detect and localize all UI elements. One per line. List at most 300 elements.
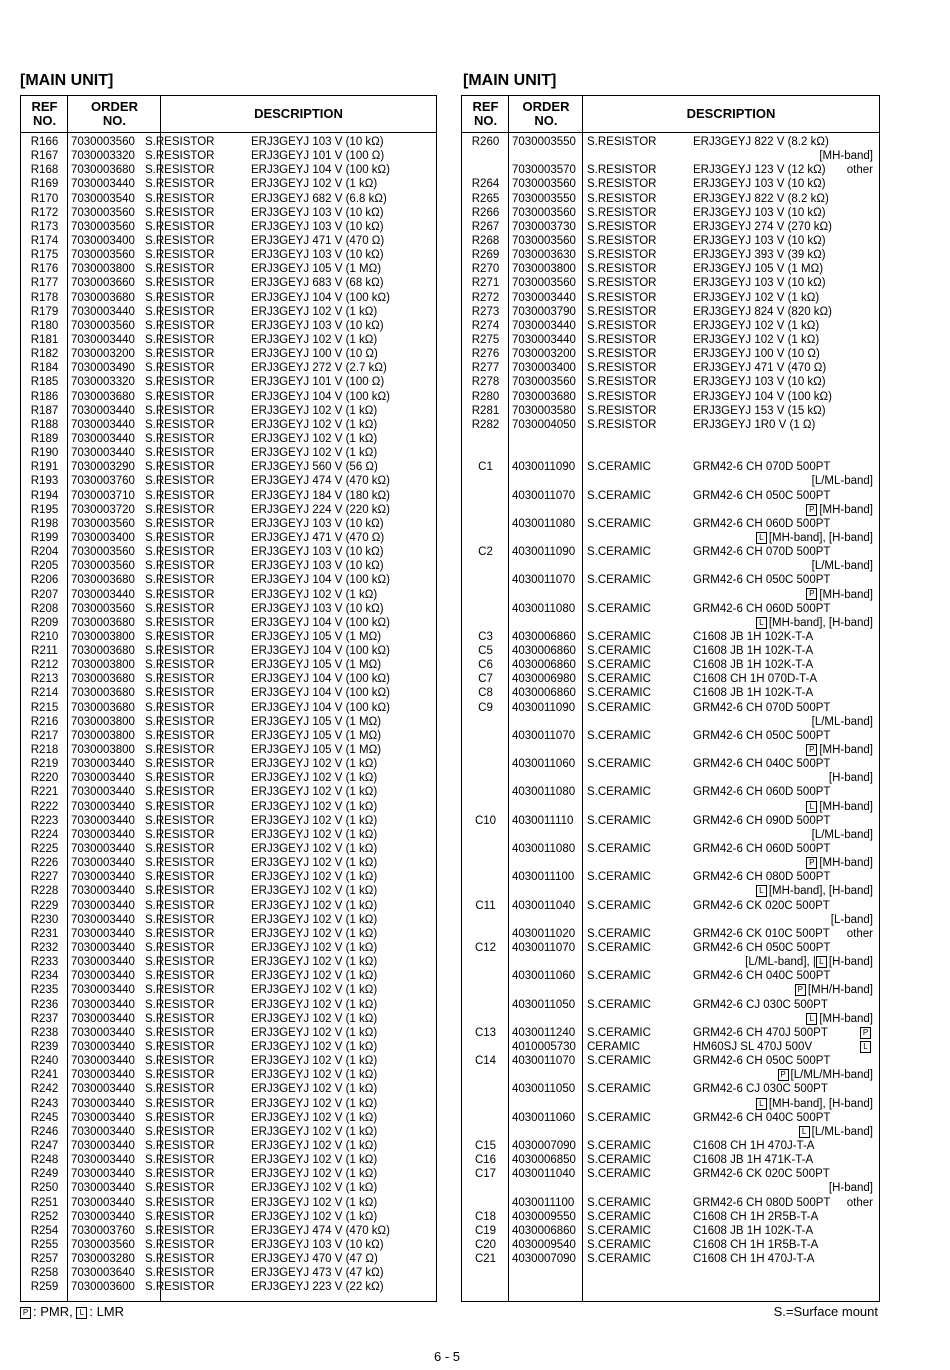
part-type: S.RESISTOR	[587, 178, 657, 191]
part-description: ERJ3GEYJ 105 V (1 MΩ)	[251, 729, 382, 742]
ref-no: R213	[30, 673, 59, 686]
table-row	[462, 913, 879, 927]
table-row	[462, 503, 879, 517]
order-no: 7030003440	[71, 871, 135, 884]
part-type: S.RESISTOR	[587, 333, 657, 346]
part-description: ERJ3GEYJ 104 V (100 kΩ)	[251, 574, 390, 587]
table-row	[462, 1181, 879, 1195]
part-description: ERJ3GEYJ 105 V (1 MΩ)	[251, 630, 382, 643]
legend-pmr-text: : PMR,	[33, 1304, 77, 1319]
order-no: 7030003560	[71, 206, 135, 219]
ref-no: C10	[474, 814, 497, 827]
order-no: 7030003440	[71, 942, 135, 955]
order-no: 7030003550	[512, 192, 576, 205]
order-no: 7030004050	[512, 418, 576, 431]
part-type: S.RESISTOR	[587, 263, 657, 276]
pmr-box-icon: P	[860, 1027, 871, 1039]
part-description: ERJ3GEYJ 102 V (1 kΩ)	[251, 1182, 378, 1195]
part-type: S.RESISTOR	[145, 843, 215, 856]
order-no: 4030011060	[512, 758, 576, 771]
part-description: ERJ3GEYJ 474 V (470 kΩ)	[251, 1224, 390, 1237]
part-description: GRM42-6 CJ 030C 500PT	[693, 1083, 828, 1096]
band-note	[806, 1012, 873, 1026]
ref-no: R227	[30, 871, 59, 884]
part-type: S.RESISTOR	[145, 319, 215, 332]
part-description: ERJ3GEYJ 102 V (1 kΩ)	[251, 305, 378, 318]
ref-no: R220	[30, 772, 59, 785]
order-no: 7030003440	[71, 404, 135, 417]
band-note-text: [L/ML-band]	[811, 715, 873, 728]
table-row	[462, 927, 879, 941]
part-type: S.RESISTOR	[145, 503, 215, 516]
band-note	[806, 743, 873, 757]
order-no-header: ORDER NO.	[522, 99, 570, 128]
ref-no: R182	[30, 348, 59, 361]
part-type: S.RESISTOR	[587, 418, 657, 431]
table-row	[21, 969, 436, 983]
table-row	[21, 220, 436, 234]
order-no: 4030011020	[512, 927, 576, 940]
table-row	[462, 658, 879, 672]
part-type: S.CERAMIC	[587, 871, 651, 884]
part-type: S.RESISTOR	[145, 362, 215, 375]
table-row	[21, 503, 436, 517]
part-type: S.RESISTOR	[145, 234, 215, 247]
order-no: 4030011080	[512, 843, 576, 856]
table-row	[462, 1026, 879, 1040]
pmr-box-icon: P	[778, 1069, 789, 1081]
table-row	[21, 347, 436, 361]
ref-no: R219	[30, 758, 59, 771]
part-type: S.RESISTOR	[145, 942, 215, 955]
ref-no: R264	[471, 178, 500, 191]
band-note-text: [L-band]	[830, 913, 873, 926]
part-type: S.RESISTOR	[145, 305, 215, 318]
part-description: C1608 JB 1H 102K-T-A	[693, 645, 814, 658]
part-description: GRM42-6 CH 050C 500PT	[693, 729, 831, 742]
order-no: 7030003680	[71, 645, 135, 658]
ref-no: R228	[30, 885, 59, 898]
ref-no: R268	[471, 234, 500, 247]
ref-no: R195	[30, 503, 59, 516]
table-row	[462, 559, 879, 573]
part-type: S.RESISTOR	[145, 1125, 215, 1138]
ref-no: R188	[30, 418, 59, 431]
order-no: 4030006860	[512, 1224, 576, 1237]
part-description: ERJ3GEYJ 822 V (8.2 kΩ)	[693, 136, 829, 148]
ref-no: R277	[471, 362, 500, 375]
table-row	[462, 1210, 879, 1224]
ref-no: R249	[30, 1168, 59, 1181]
ref-no: C14	[474, 1055, 497, 1068]
band-note	[860, 1040, 873, 1054]
order-no: 7030003440	[71, 1125, 135, 1138]
table-row	[21, 1054, 436, 1068]
order-no: 4030009550	[512, 1210, 576, 1223]
table-row	[21, 361, 436, 375]
part-description: ERJ3GEYJ 102 V (1 kΩ)	[251, 1097, 378, 1110]
table-row	[21, 785, 436, 799]
band-note	[829, 771, 873, 785]
legend	[20, 1304, 124, 1319]
part-type: S.RESISTOR	[145, 645, 215, 658]
order-no: 7030003320	[71, 376, 135, 389]
part-description: GRM42-6 CH 470J 500PT	[693, 1026, 828, 1039]
ref-no: R230	[30, 913, 59, 926]
order-no: 7030003570	[512, 164, 576, 177]
ref-no: R231	[30, 927, 59, 940]
lmr-box-icon: L	[756, 885, 767, 897]
part-type: S.RESISTOR	[145, 772, 215, 785]
ref-no: C5	[478, 645, 493, 658]
part-type: S.RESISTOR	[145, 1097, 215, 1110]
order-no: 7030003560	[71, 546, 135, 559]
ref-no: C13	[474, 1026, 497, 1039]
table-row	[21, 1252, 436, 1266]
order-no: 4030011060	[512, 970, 576, 983]
band-note-text: [MH-band]	[819, 150, 873, 163]
ref-no: R191	[30, 461, 59, 474]
table-row	[21, 404, 436, 418]
table-row	[462, 1238, 879, 1252]
part-type: S.RESISTOR	[145, 376, 215, 389]
part-type: S.RESISTOR	[145, 1267, 215, 1280]
part-type: S.RESISTOR	[587, 291, 657, 304]
order-no: 7030003440	[71, 885, 135, 898]
order-no: 7030003440	[71, 588, 135, 601]
order-no: 7030003600	[71, 1281, 135, 1294]
part-description: ERJ3GEYJ 473 V (47 kΩ)	[251, 1267, 384, 1280]
order-no: 7030003560	[71, 602, 135, 615]
table-row	[21, 390, 436, 404]
ref-no: C11	[475, 899, 496, 912]
part-description: ERJ3GEYJ 223 V (22 kΩ)	[251, 1281, 384, 1294]
part-description: ERJ3GEYJ 100 V (10 Ω)	[251, 348, 378, 361]
table-row	[21, 884, 436, 898]
ref-no: R207	[30, 588, 59, 601]
part-type: S.RESISTOR	[145, 249, 215, 262]
part-description: ERJ3GEYJ 103 V (10 kΩ)	[251, 602, 384, 615]
order-no: 4030011240	[512, 1026, 576, 1039]
part-description: GRM42-6 CK 020C 500PT	[693, 1168, 830, 1181]
part-description: ERJ3GEYJ 102 V (1 kΩ)	[251, 871, 378, 884]
ref-no: R250	[30, 1182, 59, 1195]
table-row	[462, 432, 879, 446]
order-no: 7030003440	[512, 319, 576, 332]
table-row	[21, 1012, 436, 1026]
ref-no: R232	[30, 942, 59, 955]
order-no: 7030003560	[512, 277, 576, 290]
ref-no: R272	[471, 291, 500, 304]
part-description: ERJ3GEYJ 102 V (1 kΩ)	[251, 1026, 378, 1039]
ref-no: C18	[474, 1210, 497, 1223]
part-type: S.CERAMIC	[587, 630, 651, 643]
pmr-box-icon: P	[795, 984, 806, 996]
part-type: S.RESISTOR	[587, 362, 657, 375]
band-note-text: [L/ML-band]	[811, 1125, 873, 1138]
part-description: ERJ3GEYJ 102 V (1 kΩ)	[251, 1139, 378, 1152]
part-type: S.RESISTOR	[145, 913, 215, 926]
part-type: S.RESISTOR	[145, 800, 215, 813]
order-no: 4030011080	[512, 517, 576, 530]
table-row	[21, 276, 436, 290]
table-row	[462, 616, 879, 630]
ref-no: R169	[30, 178, 59, 191]
ref-no: R234	[30, 970, 59, 983]
part-type: S.CERAMIC	[587, 574, 651, 587]
order-no: 7030003800	[71, 744, 135, 757]
part-type: S.CERAMIC	[587, 1139, 651, 1152]
table-row	[21, 1139, 436, 1153]
order-no: 7030003440	[71, 857, 135, 870]
order-no: 4030011050	[512, 1083, 576, 1096]
part-type: S.RESISTOR	[145, 1069, 215, 1082]
ref-no: C1	[478, 461, 493, 474]
order-no: 7030003680	[71, 687, 135, 700]
order-no: 7030003680	[71, 701, 135, 714]
table-row	[462, 785, 879, 799]
part-type: S.RESISTOR	[145, 1083, 215, 1096]
band-note	[812, 559, 873, 573]
ref-no: R240	[30, 1055, 59, 1068]
table-row	[462, 644, 879, 658]
part-type: S.RESISTOR	[145, 857, 215, 870]
part-description: ERJ3GEYJ 272 V (2.7 kΩ)	[251, 362, 387, 375]
left-rows	[21, 135, 436, 1295]
ref-no: R179	[30, 305, 59, 318]
table-row	[462, 630, 879, 644]
part-type: S.RESISTOR	[587, 206, 657, 219]
table-row	[462, 531, 879, 545]
table-row	[21, 1266, 436, 1280]
table-row	[21, 1280, 436, 1294]
ref-no: R199	[30, 531, 59, 544]
table-row	[21, 206, 436, 220]
table-row	[462, 262, 879, 276]
part-type: S.RESISTOR	[145, 447, 215, 460]
table-row	[462, 460, 879, 474]
part-description: GRM42-6 CH 040C 500PT	[693, 970, 831, 983]
ref-no: R222	[30, 800, 59, 813]
part-type: S.CERAMIC	[587, 843, 651, 856]
ref-no: R233	[30, 956, 59, 969]
part-description: ERJ3GEYJ 103 V (10 kΩ)	[251, 319, 384, 332]
order-no: 7030003440	[71, 843, 135, 856]
part-type: S.RESISTOR	[587, 192, 657, 205]
part-description: GRM42-6 CH 040C 500PT	[693, 758, 831, 771]
order-no: 7030003680	[71, 164, 135, 177]
table-row	[462, 757, 879, 771]
band-note-text: [MH-band]	[819, 744, 873, 757]
ref-no: R265	[471, 192, 500, 205]
table-row	[462, 800, 879, 814]
part-type: S.CERAMIC	[587, 1224, 651, 1237]
order-no: 7030003290	[71, 461, 135, 474]
ref-no: R275	[471, 333, 500, 346]
part-type: S.RESISTOR	[145, 1055, 215, 1068]
part-type: S.RESISTOR	[145, 475, 215, 488]
part-type: S.RESISTOR	[145, 150, 215, 163]
lmr-box-icon: L	[756, 532, 767, 544]
part-description: ERJ3GEYJ 103 V (10 kΩ)	[693, 376, 826, 389]
order-no: 4030011060	[512, 1111, 576, 1124]
table-row	[462, 1252, 879, 1266]
band-note-text: other	[846, 1196, 873, 1209]
pmr-box-icon: P	[806, 504, 817, 516]
part-description: ERJ3GEYJ 105 V (1 MΩ)	[693, 263, 824, 276]
table-row	[462, 573, 879, 587]
ref-no: R185	[30, 376, 59, 389]
table-row	[462, 135, 879, 149]
part-description: ERJ3GEYJ 102 V (1 kΩ)	[251, 588, 378, 601]
ref-no: R237	[30, 1012, 59, 1025]
part-description: ERJ3GEYJ 105 V (1 MΩ)	[251, 744, 382, 757]
band-note-text: other	[846, 927, 873, 940]
part-description: ERJ3GEYJ 102 V (1 kΩ)	[251, 1210, 378, 1223]
ref-no: R266	[471, 206, 500, 219]
part-type: S.RESISTOR	[145, 546, 215, 559]
part-description: ERJ3GEYJ 104 V (100 kΩ)	[251, 687, 390, 700]
table-row	[462, 446, 879, 460]
part-description: GRM42-6 CH 090D 500PT	[693, 814, 831, 827]
band-note	[812, 828, 873, 842]
order-no: 7030003560	[512, 376, 576, 389]
part-description: GRM42-6 CH 080D 500PT	[693, 1196, 831, 1209]
part-description: ERJ3GEYJ 103 V (10 kΩ)	[693, 277, 826, 290]
part-description: GRM42-6 CH 070D 500PT	[693, 546, 831, 559]
part-description: ERJ3GEYJ 102 V (1 kΩ)	[251, 1055, 378, 1068]
band-note	[829, 1181, 873, 1195]
part-description: ERJ3GEYJ 102 V (1 kΩ)	[251, 913, 378, 926]
table-row	[462, 814, 879, 828]
ref-no: R269	[471, 249, 500, 262]
ref-no: R176	[30, 263, 59, 276]
order-no: 7030003440	[71, 1069, 135, 1082]
ref-no: C19	[474, 1224, 497, 1237]
part-description: ERJ3GEYJ 103 V (10 kΩ)	[251, 136, 384, 148]
ref-no: R271	[471, 277, 500, 290]
ref-no: R187	[30, 404, 59, 417]
band-note-text: [MH-band]	[819, 588, 873, 601]
table-row	[21, 955, 436, 969]
order-no: 7030003440	[71, 998, 135, 1011]
part-type: S.RESISTOR	[145, 701, 215, 714]
order-no: 7030003440	[512, 333, 576, 346]
part-description: C1608 JB 1H 102K-T-A	[693, 687, 814, 700]
part-type: S.CERAMIC	[587, 814, 651, 827]
part-type: S.RESISTOR	[145, 1281, 215, 1294]
order-no: 4010005730	[512, 1041, 576, 1053]
part-description: ERJ3GEYJ 104 V (100 kΩ)	[251, 673, 390, 686]
part-description: ERJ3GEYJ 104 V (100 kΩ)	[693, 390, 832, 403]
part-type: S.RESISTOR	[145, 616, 215, 629]
table-row	[21, 701, 436, 715]
part-description: ERJ3GEYJ 102 V (1 kΩ)	[693, 291, 820, 304]
table-row	[462, 856, 879, 870]
table-row	[462, 1196, 879, 1210]
part-description: ERJ3GEYJ 102 V (1 kΩ)	[251, 885, 378, 898]
table-row	[462, 771, 879, 785]
page-number: 6 - 5	[434, 1349, 461, 1364]
ref-no: R204	[30, 546, 59, 559]
order-no: 7030003440	[71, 447, 135, 460]
ref-no: R238	[30, 1026, 59, 1039]
ref-no: R229	[30, 899, 59, 912]
part-type: S.RESISTOR	[145, 418, 215, 431]
part-description: ERJ3GEYJ 103 V (10 kΩ)	[251, 206, 384, 219]
part-description: C1608 JB 1H 102K-T-A	[693, 1224, 814, 1237]
table-row	[462, 149, 879, 163]
order-no: 7030003440	[71, 1196, 135, 1209]
part-description: ERJ3GEYJ 104 V (100 kΩ)	[251, 291, 390, 304]
part-description: ERJ3GEYJ 104 V (100 kΩ)	[251, 616, 390, 629]
part-type: S.CERAMIC	[587, 517, 651, 530]
order-no: 7030003320	[71, 150, 135, 163]
order-no: 4030011090	[512, 461, 576, 474]
order-no: 7030003680	[71, 673, 135, 686]
part-type: S.CERAMIC	[587, 758, 651, 771]
part-type: S.RESISTOR	[145, 404, 215, 417]
table-row	[462, 743, 879, 757]
part-description: GRM42-6 CH 040C 500PT	[693, 1111, 831, 1124]
ref-no: C12	[474, 942, 497, 955]
part-type: S.RESISTOR	[587, 404, 657, 417]
ref-no: R273	[471, 305, 500, 318]
table-row	[21, 460, 436, 474]
table-row	[462, 1082, 879, 1096]
ref-no: R223	[30, 814, 59, 827]
order-no: 7030003800	[71, 729, 135, 742]
lmr-box-icon: L	[756, 1098, 767, 1110]
part-description: ERJ3GEYJ 101 V (100 Ω)	[251, 376, 385, 389]
lmr-box-icon: L	[860, 1041, 871, 1053]
part-description: ERJ3GEYJ 474 V (470 kΩ)	[251, 475, 390, 488]
part-description: ERJ3GEYJ 102 V (1 kΩ)	[251, 857, 378, 870]
part-description: ERJ3GEYJ 224 V (220 kΩ)	[251, 503, 390, 516]
part-description: C1608 JB 1H 102K-T-A	[693, 630, 814, 643]
part-description: GRM42-6 CH 050C 500PT	[693, 942, 831, 955]
part-type: S.CERAMIC	[587, 1026, 651, 1039]
order-no: 7030003790	[512, 305, 576, 318]
table-row	[462, 1097, 879, 1111]
table-row	[462, 291, 879, 305]
part-type: S.CERAMIC	[587, 546, 651, 559]
part-type: S.RESISTOR	[145, 277, 215, 290]
order-no: 7030003440	[71, 984, 135, 997]
order-no: 7030003580	[512, 404, 576, 417]
right-rows	[462, 135, 879, 1266]
table-row	[21, 234, 436, 248]
ref-no: R236	[30, 998, 59, 1011]
table-row	[462, 701, 879, 715]
table-row	[21, 305, 436, 319]
part-type: S.RESISTOR	[145, 602, 215, 615]
part-description: ERJ3GEYJ 102 V (1 kΩ)	[251, 927, 378, 940]
table-row	[21, 1082, 436, 1096]
table-row	[462, 1012, 879, 1026]
part-description: ERJ3GEYJ 102 V (1 kΩ)	[251, 970, 378, 983]
lmr-box-icon: L	[806, 801, 817, 813]
ref-no-header: REF NO.	[472, 99, 499, 128]
order-no: 7030003800	[71, 715, 135, 728]
table-row	[462, 1139, 879, 1153]
ref-no: R245	[30, 1111, 59, 1124]
band-note	[756, 884, 873, 898]
ref-no: R242	[30, 1083, 59, 1096]
table-row	[21, 658, 436, 672]
table-row	[21, 192, 436, 206]
part-type: S.RESISTOR	[145, 970, 215, 983]
